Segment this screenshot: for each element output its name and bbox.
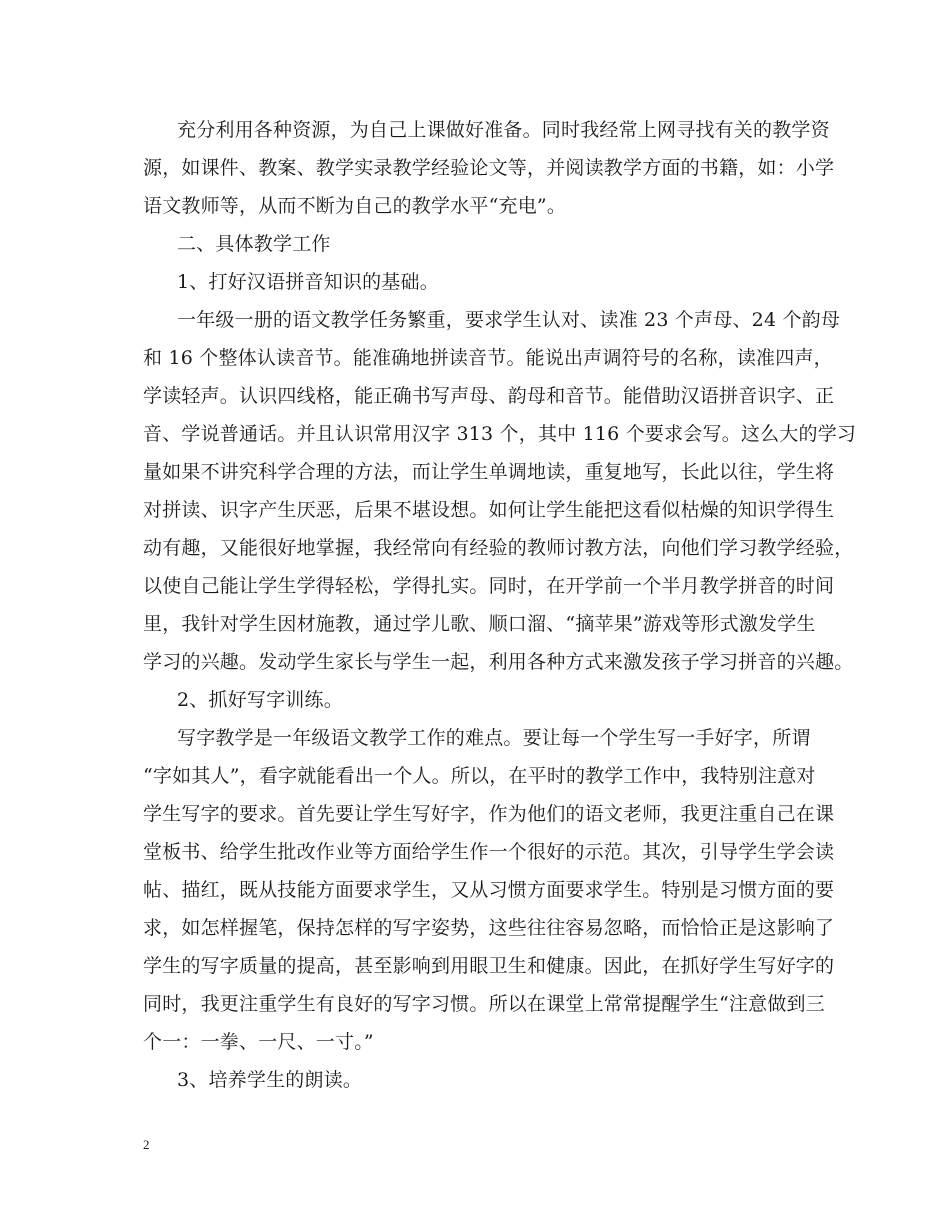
text-line-6: 一年级一册的语文教学任务繁重，要求学生认对、读准 23 个声母、24 个韵母: [177, 309, 841, 331]
text-line-21: 帖、描红，既从技能方面要求学生，又从习惯方面要求学生。特别是习惯方面的要: [143, 879, 835, 901]
subheading-3: 3、培养学生的朗读。: [177, 1069, 363, 1091]
text-line-11: 对拼读、识字产生厌恶，后果不堪设想。如何让学生能把这看似枯燥的知识学得生: [143, 499, 835, 521]
text-line-15: 学习的兴趣。发动学生家长与学生一起，利用各种方式来激发孩子学习拼音的兴趣。: [143, 651, 854, 673]
subheading-2: 2、抓好写字训练。: [177, 689, 343, 711]
text-line-10: 量如果不讲究科学合理的方法，而让学生单调地读，重复地写，长此以往，学生将: [143, 461, 835, 483]
text-line-17: 写字教学是一年级语文教学工作的难点。要让每一个学生写一手好字，所谓: [177, 727, 811, 749]
text-line-7: 和 16 个整体认读音节。能准确地拼读音节。能说出声调符号的名称，读准四声，: [143, 347, 833, 369]
subheading-1: 1、打好汉语拼音知识的基础。: [177, 271, 439, 293]
text-line-25: 个一：一拳、一尺、一寸。”: [143, 1031, 374, 1053]
text-line-22: 求，如怎样握笔，保持怎样的写字姿势，这些往往容易忽略，而恰恰正是这影响了: [143, 917, 835, 939]
text-line-19: 学生写字的要求。首先要让学生写好字，作为他们的语文老师，我更注重自己在课: [143, 803, 835, 825]
text-line-8: 学读轻声。认识四线格，能正确书写声母、韵母和音节。能借助汉语拼音识字、正: [143, 385, 835, 407]
text-line-1: 充分利用各种资源，为自己上课做好准备。同时我经常上网寻找有关的教学资: [177, 119, 830, 141]
text-line-24: 同时，我更注重学生有良好的写字习惯。所以在课堂上常常提醒学生“注意做到三: [143, 993, 825, 1015]
text-line-13: 以使自己能让学生学得轻松，学得扎实。同时，在开学前一个半月教学拼音的时间: [143, 575, 835, 597]
page-number: 2: [143, 1137, 150, 1152]
text-line-18: “字如其人”，看字就能看出一个人。所以，在平时的教学工作中，我特别注意对: [143, 765, 816, 787]
text-line-23: 学生的写字质量的提高，甚至影响到用眼卫生和健康。因此，在抓好学生写好字的: [143, 955, 835, 977]
text-line-14: 里，我针对学生因材施教，通过学儿歌、顺口溜、“摘苹果”游戏等形式激发学生: [143, 613, 816, 635]
text-line-12: 动有趣，又能很好地掌握，我经常向有经验的教师讨教方法，向他们学习教学经验，: [143, 537, 854, 559]
text-line-20: 堂板书、给学生批改作业等方面给学生作一个很好的示范。其次，引导学生学会读: [143, 841, 835, 863]
text-line-9: 音、学说普通话。并且认识常用汉字 313 个，其中 116 个要求会写。这么大的学习: [143, 423, 857, 445]
section-heading: 二、具体教学工作: [177, 233, 331, 255]
text-line-2: 源，如课件、教案、教学实录教学经验论文等，并阅读教学方面的书籍，如：小学: [143, 157, 835, 179]
text-line-3: 语文教师等，从而不断为自己的教学水平“充电”。: [143, 195, 567, 217]
